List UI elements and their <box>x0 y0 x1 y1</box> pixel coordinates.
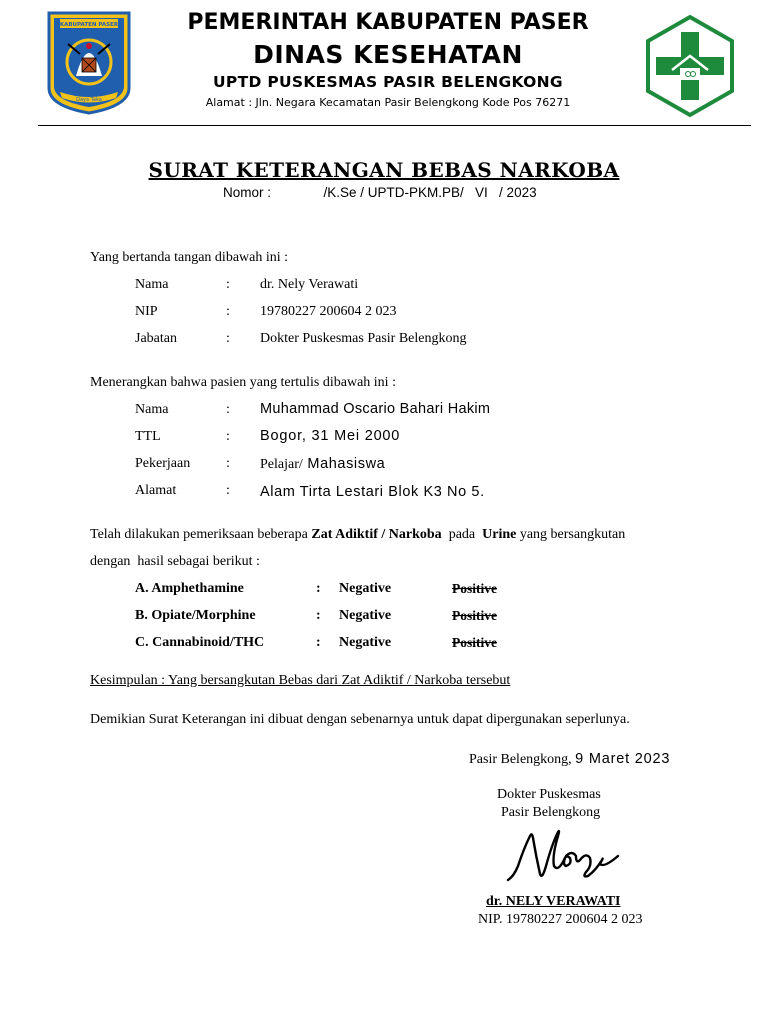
intro-patient: Menerangkan bahwa pasien yang tertulis dibawah ini : <box>90 375 396 390</box>
header-department: DINAS KESEHATAN <box>253 40 523 69</box>
patient-value-address: Alam Tirta Lestari Blok K3 No 5. <box>260 484 485 500</box>
signer-colon: : <box>226 277 230 292</box>
document-title: SURAT KETERANGAN BEBAS NARKOBA <box>148 158 620 182</box>
patient-colon: : <box>226 402 230 417</box>
document-number: Nomor : /K.Se / UPTD-PKM.PB/ VI / 2023 <box>223 185 537 200</box>
signer-label-position: Jabatan <box>135 331 177 346</box>
exam-text-3: yang bersangkutan <box>516 527 626 542</box>
result-struck-amphethamine: Positive <box>452 581 497 596</box>
logo-left-text: KABUPATEN PASER <box>59 22 119 28</box>
patient-value-occupation <box>260 456 385 473</box>
exam-substance: Zat Adiktif / Narkoba <box>311 527 442 542</box>
result-struck-cannabinoid: Positive <box>452 635 497 650</box>
header-government: PEMERINTAH KABUPATEN PASER <box>187 10 589 35</box>
signature-place: Pasir Belengkong, <box>469 752 576 767</box>
result-value-cannabinoid: Negative <box>339 635 392 650</box>
result-label-cannabinoid: C. Cannabinoid/THC <box>135 635 265 650</box>
logo-left-motto: Daya Taka <box>76 97 102 103</box>
exam-line-2: dengan hasil sebagai berikut : <box>90 554 260 569</box>
header-unit: UPTD PUSKESMAS PASIR BELENGKONG <box>213 73 563 91</box>
signer-role-line-2: Pasir Belengkong <box>501 805 601 820</box>
header-divider <box>38 125 751 126</box>
exam-line-1 <box>90 527 625 543</box>
patient-label-ttl: TTL <box>135 429 161 444</box>
conclusion: Kesimpulan : Yang bersangkutan Bebas dari Zat Adiktif / Narkoba tersebut <box>90 673 511 688</box>
closing-statement: Demikian Surat Keterangan ini dibuat dengan sebenarnya untuk dapat dipergunakan seperlunya. <box>90 712 630 727</box>
result-colon: : <box>316 608 321 623</box>
signer-name: dr. NELY VERAWATI <box>486 894 621 909</box>
header-address: Alamat : Jln. Negara Kecamatan Pasir Belengkong Kode Pos 76271 <box>205 96 571 109</box>
exam-text-1: Telah dilakukan pemeriksaan beberapa <box>90 527 312 542</box>
result-colon: : <box>316 635 321 650</box>
occupation-value: Mahasiswa <box>302 456 386 472</box>
signer-nip: NIP. 19780227 200604 2 023 <box>478 912 643 927</box>
result-label-opiate: B. Opiate/Morphine <box>135 608 256 623</box>
patient-colon: : <box>226 456 230 471</box>
patient-colon: : <box>226 429 230 444</box>
signer-value-nip: 19780227 200604 2 023 <box>260 304 397 319</box>
signer-colon: : <box>226 304 230 319</box>
patient-label-occupation: Pekerjaan <box>135 456 191 471</box>
patient-label-name: Nama <box>135 402 169 417</box>
result-struck-opiate: Positive <box>452 608 497 623</box>
patient-label-address: Alamat <box>135 483 177 498</box>
signer-value-position: Dokter Puskesmas Pasir Belengkong <box>260 331 467 346</box>
signer-value-name: dr. Nely Verawati <box>260 277 359 292</box>
signer-label-nip: NIP <box>135 304 158 319</box>
occupation-prefix: Pelajar/ <box>260 457 303 472</box>
exam-text-2: pada <box>441 527 483 542</box>
result-colon: : <box>316 581 321 596</box>
patient-value-name: Muhammad Oscario Bahari Hakim <box>260 401 491 417</box>
result-value-amphethamine: Negative <box>339 581 392 596</box>
signer-label-name: Nama <box>135 277 169 292</box>
result-value-opiate: Negative <box>339 608 392 623</box>
signature-date: 9 Maret 2023 <box>575 751 671 767</box>
intro-signer: Yang bertanda tangan dibawah ini : <box>90 250 289 265</box>
signature-place-date <box>469 751 670 768</box>
exam-sample: Urine <box>482 527 517 542</box>
handwritten-signature <box>500 826 624 886</box>
signer-colon: : <box>226 331 230 346</box>
signer-role-line-1: Dokter Puskesmas <box>497 787 601 802</box>
patient-value-ttl: Bogor, 31 Mei 2000 <box>260 428 401 444</box>
result-label-amphethamine: A. Amphethamine <box>135 581 244 596</box>
patient-colon: : <box>226 483 230 498</box>
